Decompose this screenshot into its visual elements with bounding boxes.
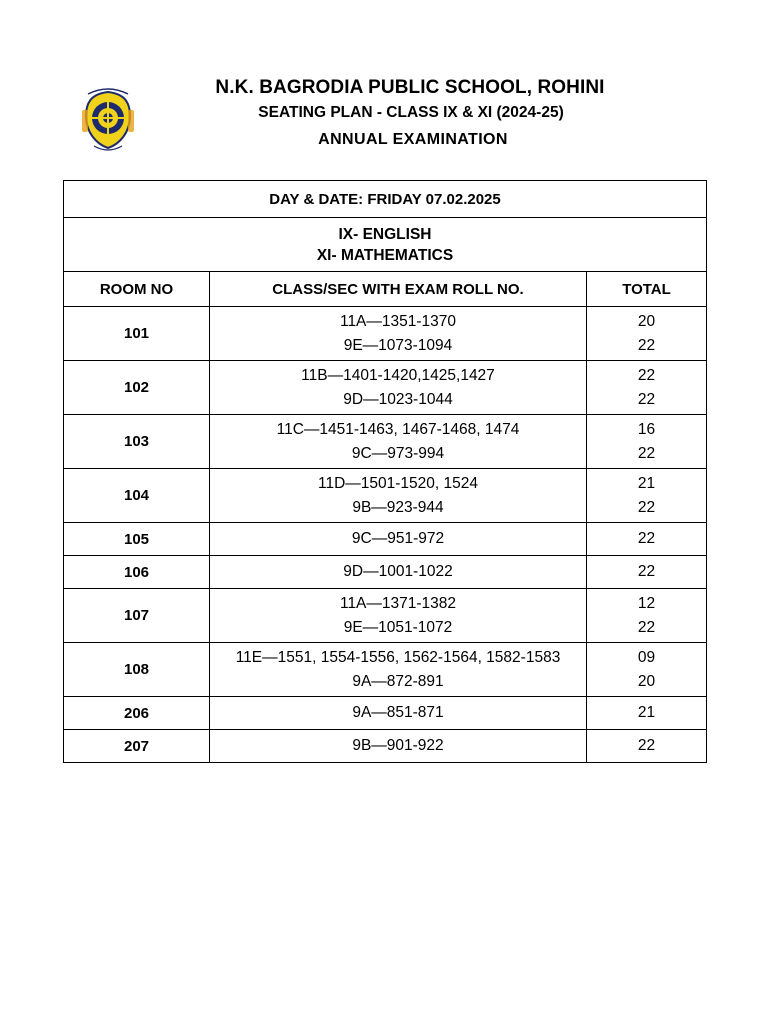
roll-number-cell [210,469,587,523]
room-number: 101 [64,307,210,361]
class-roll-range: 9D—1023-1044 [343,390,453,408]
school-name-heading: N.K. BAGRODIA PUBLIC SCHOOL, ROHINI [215,77,605,98]
total-count: 22 [637,530,656,548]
col-header-total: TOTAL [587,272,707,307]
total-count: 09 [637,649,656,666]
room-number: 107 [64,589,210,643]
subject-xi: XI- MATHEMATICS [316,246,454,264]
total-cell [587,361,707,415]
table-row [64,730,707,763]
table-row [64,643,707,697]
room-number: 206 [64,697,210,730]
room-number: 102 [64,361,210,415]
total-count: 22 [637,367,656,384]
total-cell [587,730,707,763]
class-roll-range: 11C—1451-1463, 1467-1468, 1474 [276,421,520,438]
class-roll-range: 9B—923-944 [352,498,444,516]
total-count: 21 [637,704,656,722]
table-row [64,697,707,730]
table-header-row [64,272,707,307]
table-row [64,415,707,469]
exam-title: ANNUAL EXAMINATION [318,131,508,148]
total-count: 22 [637,336,656,354]
roll-number-cell [210,523,587,556]
total-count: 21 [637,475,656,492]
room-number: 103 [64,415,210,469]
total-count: 22 [637,737,656,755]
class-roll-range: 9A—851-871 [352,704,444,722]
exam-date-cell: DAY & DATE: FRIDAY 07.02.2025 [64,181,707,218]
table-row [64,523,707,556]
room-number: 207 [64,730,210,763]
total-cell [587,556,707,589]
roll-number-cell [210,643,587,697]
total-cell [587,469,707,523]
total-count: 22 [637,618,656,636]
total-count: 20 [637,313,656,330]
class-roll-range: 9A—872-891 [352,672,444,690]
total-cell [587,523,707,556]
table-row [64,556,707,589]
table-row [64,307,707,361]
roll-number-cell [210,556,587,589]
table-row [64,361,707,415]
total-count: 16 [637,421,656,438]
total-cell [587,697,707,730]
class-roll-range: 11A—1371-1382 [339,595,457,612]
total-count: 12 [637,595,656,612]
class-roll-range: 9D—1001-1022 [343,563,453,581]
seating-plan-table [63,180,707,763]
class-roll-range: 11A—1351-1370 [339,313,457,330]
total-count: 22 [637,498,656,516]
subjects-cell [64,218,707,272]
total-cell [587,415,707,469]
roll-number-cell [210,697,587,730]
roll-number-cell [210,589,587,643]
table-row [64,469,707,523]
class-roll-range: 11D—1501-1520, 1524 [317,475,478,492]
class-roll-range: 9E—1073-1094 [343,336,453,354]
roll-number-cell [210,415,587,469]
total-cell [587,307,707,361]
roll-number-cell [210,307,587,361]
room-number: 108 [64,643,210,697]
table-row [64,589,707,643]
total-count: 22 [637,563,656,581]
room-number: 105 [64,523,210,556]
roll-number-cell [210,361,587,415]
room-number: 104 [64,469,210,523]
total-count: 20 [637,672,656,690]
class-roll-range: 9B—901-922 [352,737,444,755]
col-header-class: CLASS/SEC WITH EXAM ROLL NO. [210,272,587,307]
class-roll-range: 11B—1401-1420,1425,1427 [301,367,495,384]
total-count: 22 [637,444,656,462]
total-count: 22 [637,390,656,408]
total-cell [587,589,707,643]
seating-plan-subtitle: SEATING PLAN - CLASS IX & XI (2024-25) [258,104,564,121]
col-header-room: ROOM NO [64,272,210,307]
class-roll-range: 11E—1551, 1554-1556, 1562-1564, 1582-1583 [235,649,561,666]
class-roll-range: 9C—951-972 [351,530,445,548]
room-number: 106 [64,556,210,589]
total-cell [587,643,707,697]
roll-number-cell [210,730,587,763]
class-roll-range: 9C—973-994 [351,444,445,462]
class-roll-range: 9E—1051-1072 [343,618,453,636]
subject-ix: IX- ENGLISH [338,225,432,243]
